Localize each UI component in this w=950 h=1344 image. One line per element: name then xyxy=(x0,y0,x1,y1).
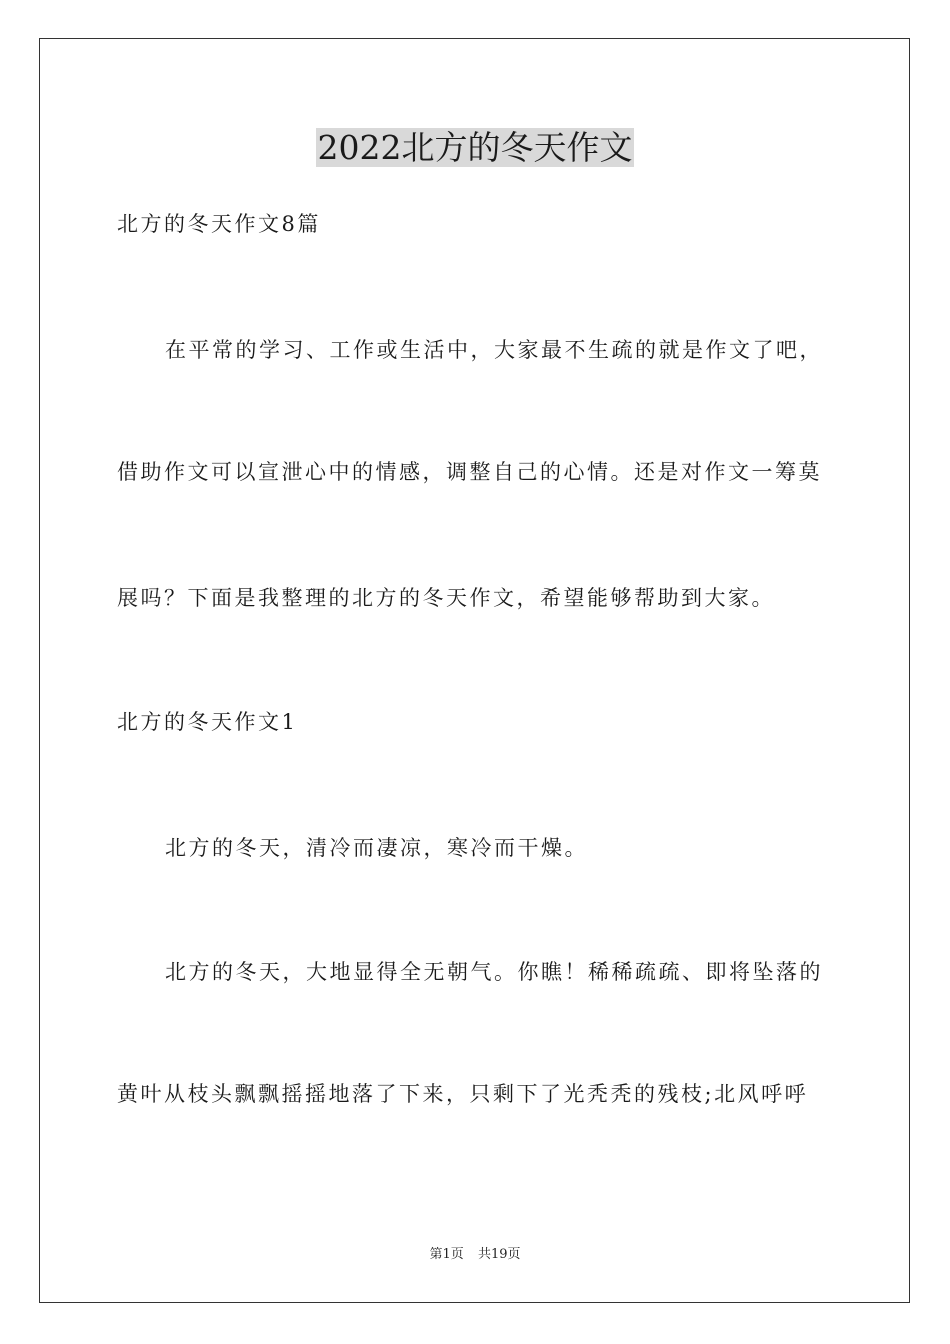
body-line: 北方的冬天，清冷而凄凉，寒冷而干燥。 xyxy=(165,836,588,860)
paragraph-line: 展吗？下面是我整理的北方的冬天作文，希望能够帮助到大家。 xyxy=(117,586,775,610)
document-subtitle: 北方的冬天作文8篇 xyxy=(117,212,321,236)
document-title-text: 2022北方的冬天作文 xyxy=(317,128,633,167)
body-line: 北方的冬天，大地显得全无朝气。你瞧！稀稀疏疏、即将坠落的 xyxy=(165,960,823,984)
document-title xyxy=(0,126,950,170)
body-line: 黄叶从枝头飘飘摇摇地落了下来，只剩下了光秃秃的残枝;北风呼呼 xyxy=(117,1082,809,1106)
paragraph-line: 借助作文可以宣泄心中的情感，调整自己的心情。还是对作文一筹莫 xyxy=(117,460,822,484)
page-number-total: 共19页 xyxy=(477,1247,521,1262)
page-footer xyxy=(0,1246,950,1264)
page-number-current: 第1页 xyxy=(429,1247,464,1262)
paragraph-line: 在平常的学习、工作或生活中，大家最不生疏的就是作文了吧， xyxy=(165,338,823,362)
section-heading: 北方的冬天作文1 xyxy=(117,710,298,734)
